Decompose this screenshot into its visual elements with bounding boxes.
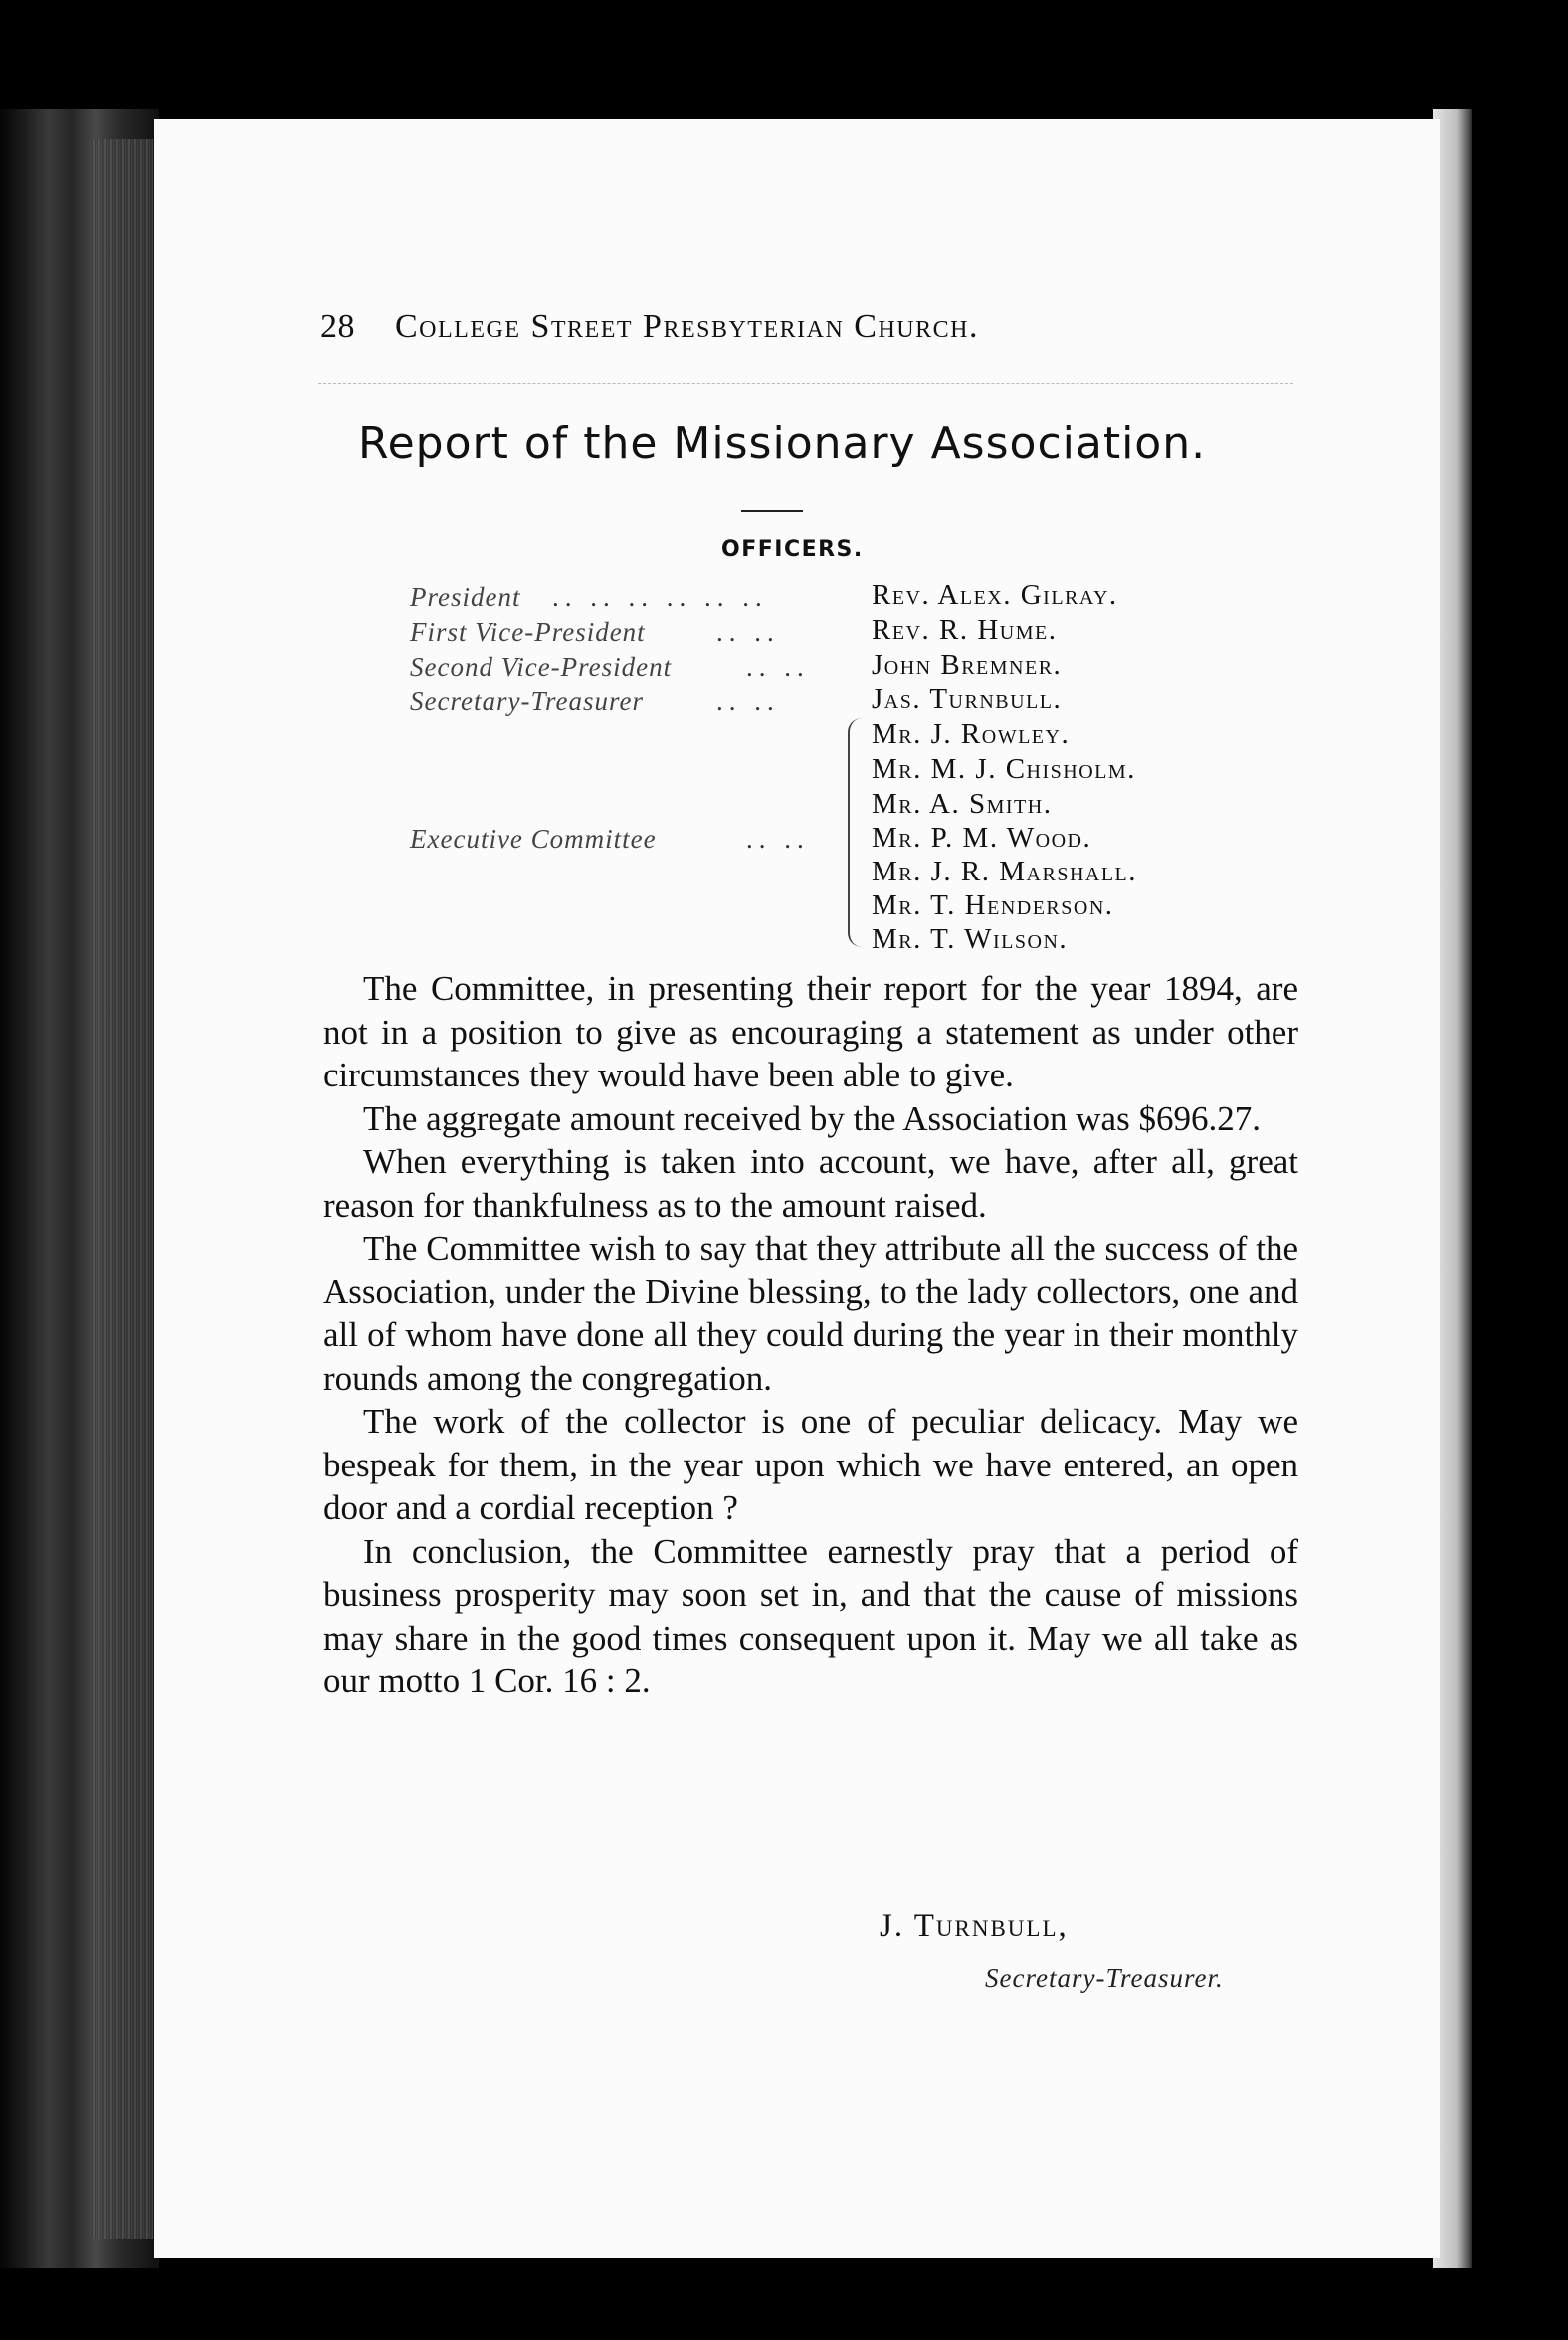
page-edges: [90, 139, 153, 2239]
running-title: College Street Presbyterian Church.: [395, 308, 979, 345]
role-secretary-treasurer: Secretary-Treasurer: [410, 686, 644, 716]
committee-member: Mr. T. Henderson.: [872, 889, 1114, 921]
leader-dots: .. ..: [746, 824, 810, 854]
officer-first-vice-president: Rev. R. Hume.: [872, 614, 1058, 646]
committee-member: Mr. T. Wilson.: [872, 923, 1069, 955]
title-rule: [741, 510, 803, 512]
paragraph: When everything is taken into account, we have, after all, great reason for thankfulness as to the amount raised.: [323, 1142, 1298, 1225]
signature-name: J. Turnbull,: [880, 1908, 1069, 1944]
page-number: 28: [320, 308, 355, 345]
leader-dots: .. ..: [716, 617, 780, 647]
officer-secretary-treasurer: Jas. Turnbull.: [872, 683, 1063, 715]
leader-dots: .. ..: [746, 652, 810, 682]
committee-member: Mr. M. J. Chisholm.: [872, 753, 1136, 785]
paragraph: In conclusion, the Committee earnestly pray that a period of business prosperity may soon set in, and that the cause of missions may share in the good times consequent upon it. May we all take as our motto 1 Cor. 16 : 2.: [323, 1531, 1298, 1700]
role-executive-committee: Executive Committee: [410, 824, 657, 854]
paragraph: The Committee wish to say that they attribute all the success of the Association, under the Divine blessing, to the lady collectors, one and all of whom have done all they could during the year in their monthly rounds among the congregation.: [323, 1229, 1298, 1398]
paragraph: The aggregate amount received by the Association was $696.27.: [363, 1098, 1261, 1138]
role-first-vice-president: First Vice-President: [410, 617, 646, 647]
role-second-vice-president: Second Vice-President: [410, 652, 673, 682]
role-president: President: [410, 582, 521, 612]
committee-member: Mr. P. M. Wood.: [872, 822, 1092, 854]
officer-second-vice-president: John Bremner.: [872, 649, 1063, 681]
paragraph: The work of the collector is one of peculiar delicacy. May we bespeak for them, in the year upon which we have entered, an open door and a cordial reception ?: [323, 1402, 1298, 1527]
committee-member: Mr. J. Rowley.: [872, 718, 1071, 750]
committee-brace: [848, 718, 864, 947]
paragraph: The Committee, in presenting their report for the year 1894, are not in a position to give as encouraging a statement as under other circumstances they would have been able to give.: [323, 969, 1298, 1094]
committee-member: Mr. A. Smith.: [872, 788, 1053, 820]
header-rule: [318, 383, 1293, 384]
officer-president: Rev. Alex. Gilray.: [872, 579, 1118, 611]
officers-heading: OFFICERS.: [721, 537, 864, 562]
leader-dots: .. ..: [716, 686, 780, 716]
committee-member: Mr. J. R. Marshall.: [872, 856, 1138, 887]
leader-dots: .. .. .. .. .. ..: [552, 582, 768, 612]
signature-title: Secretary-Treasurer.: [985, 1963, 1224, 1993]
report-body: [323, 967, 1298, 1703]
report-title: Report of the Missionary Association.: [358, 418, 1207, 469]
running-header: [320, 308, 1176, 346]
